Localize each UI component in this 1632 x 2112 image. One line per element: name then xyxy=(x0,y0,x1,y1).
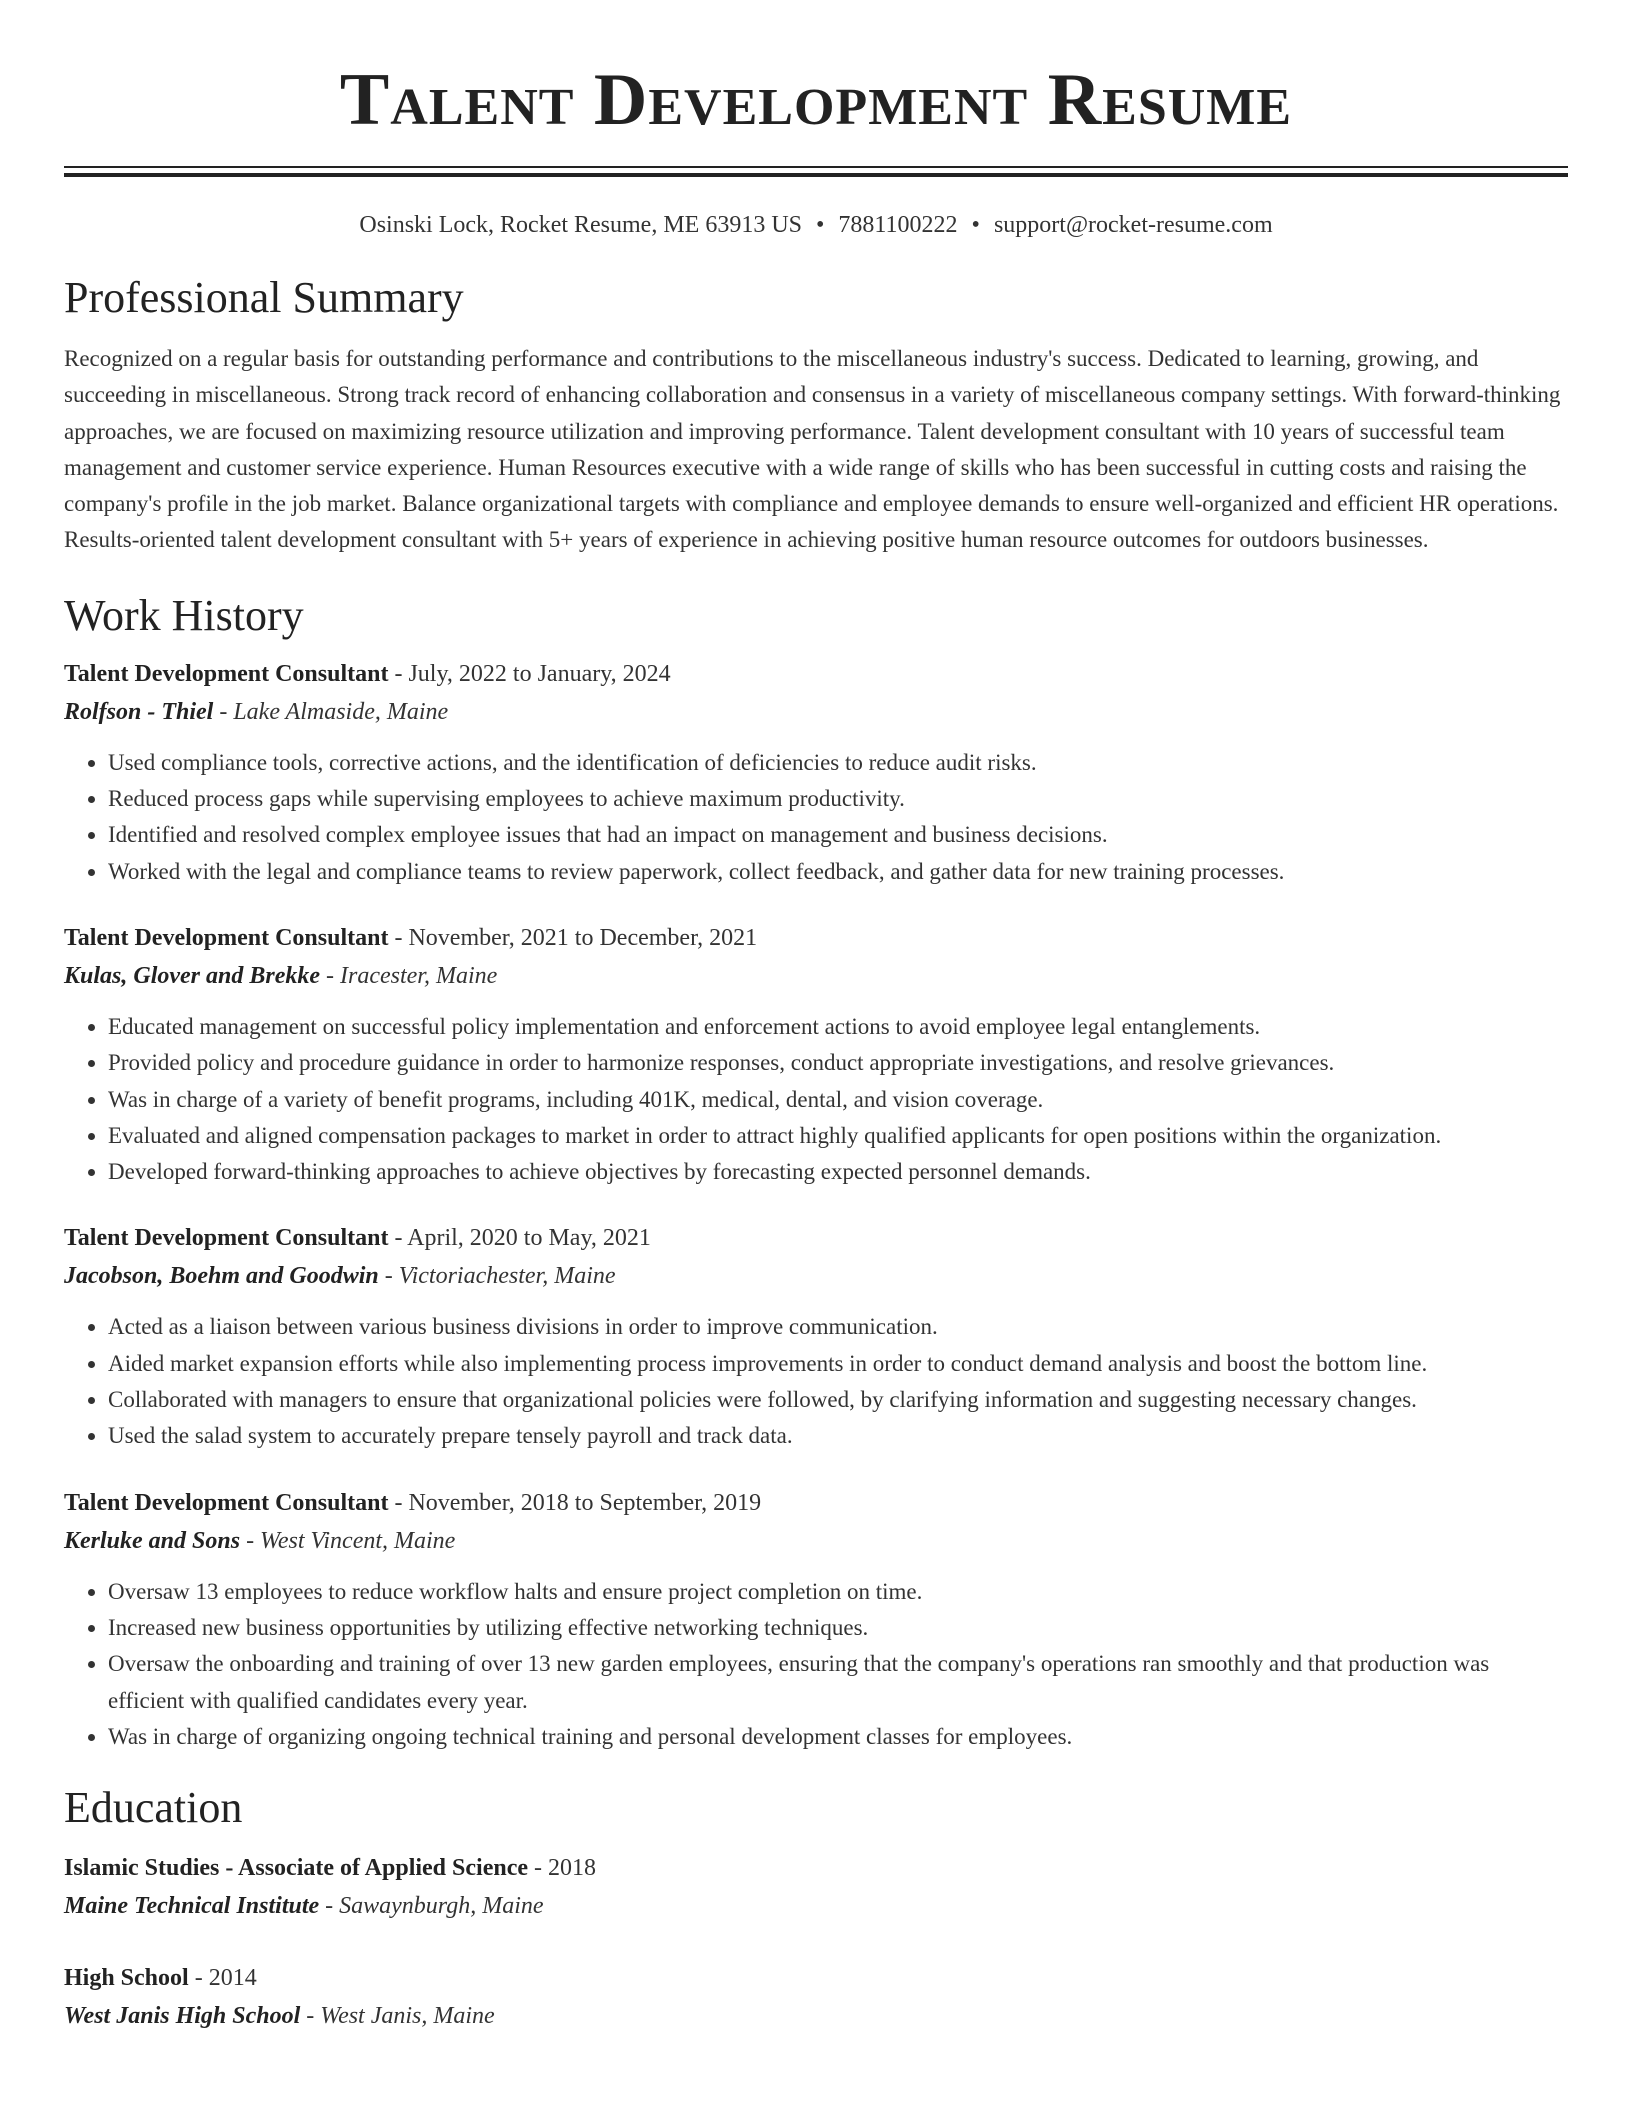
list-item: • Educated management on successful policy implementation and enforcement actions to avoid employee legal entanglements. xyxy=(108,1009,1568,1045)
job-dates: - November, 2021 to December, 2021 xyxy=(388,924,758,951)
job-bullets xyxy=(64,745,1568,890)
job-title: Talent Development Consultant xyxy=(64,660,389,687)
job-location: - Iracester, Maine xyxy=(320,962,498,989)
summary-heading: Professional Summary xyxy=(64,273,464,322)
job-bullets xyxy=(64,1309,1568,1454)
education-year: - 2018 xyxy=(528,1855,597,1882)
job-title: Talent Development Consultant xyxy=(64,1225,389,1252)
contact-separator: • xyxy=(816,212,825,238)
job-company: Kerluke and Sons xyxy=(64,1527,241,1554)
education-degree-line xyxy=(64,1853,1568,1883)
list-item: • Provided policy and procedure guidance in order to harmonize responses, conduct appropriate investigations, and resolve grievances. xyxy=(108,1045,1568,1081)
education-school: West Janis High School xyxy=(64,2003,301,2030)
job-dates: - April, 2020 to May, 2021 xyxy=(388,1225,651,1252)
contact-email: support@rocket-resume.com xyxy=(993,212,1273,238)
job-entry xyxy=(64,923,1568,1190)
education-degree: Islamic Studies - Associate of Applied Science xyxy=(64,1855,529,1882)
job-dates: - November, 2018 to September, 2019 xyxy=(388,1489,762,1516)
list-item: • Used the salad system to accurately prepare tensely payroll and track data. xyxy=(108,1418,1568,1454)
list-item: • Oversaw the onboarding and training of over 13 new garden employees, ensuring that the company's operations ran smoothly and that production was efficient with qualified candidates every year. xyxy=(108,1646,1568,1719)
education-degree-line xyxy=(64,1963,1568,1993)
list-item: • Worked with the legal and compliance teams to review paperwork, collect feedback, and gather data for new training processes. xyxy=(108,854,1568,890)
education-school: Maine Technical Institute xyxy=(64,1893,320,1920)
list-item: • Was in charge of a variety of benefit programs, including 401K, medical, dental, and vision coverage. xyxy=(108,1082,1568,1118)
job-entry xyxy=(64,1223,1568,1454)
job-company-line xyxy=(64,697,1568,727)
work-history-heading: Work History xyxy=(64,590,304,640)
contact-address: Osinski Lock, Rocket Resume, ME 63913 US xyxy=(359,212,803,238)
list-item: • Collaborated with managers to ensure that organizational policies were followed, by clarifying information and suggesting necessary changes. xyxy=(108,1382,1568,1418)
job-company: Kulas, Glover and Brekke xyxy=(64,962,321,989)
job-company-line xyxy=(64,1261,1568,1291)
list-item: • Aided market expansion efforts while also implementing process improvements in order to conduct demand analysis and boost the bottom line. xyxy=(108,1346,1568,1382)
job-company: Jacobson, Boehm and Goodwin xyxy=(64,1263,379,1290)
education-location: - West Janis, Maine xyxy=(300,2003,495,2030)
education-entry xyxy=(64,1853,1568,1921)
job-company-line xyxy=(64,1526,1568,1556)
job-title-line xyxy=(64,923,1568,953)
list-item: • Was in charge of organizing ongoing technical training and personal development classes for employees. xyxy=(108,1719,1568,1755)
contact-phone: 7881100222 xyxy=(838,212,958,238)
education-school-line xyxy=(64,2001,1568,2031)
title-divider-thin xyxy=(64,166,1568,168)
list-item: • Developed forward-thinking approaches to achieve objectives by forecasting expected personnel demands. xyxy=(108,1154,1568,1190)
job-title-line xyxy=(64,1488,1568,1518)
contact-line xyxy=(64,211,1568,239)
list-item: • Increased new business opportunities by utilizing effective networking techniques. xyxy=(108,1610,1568,1646)
job-bullets xyxy=(64,1574,1568,1755)
title-divider-thick xyxy=(64,173,1568,177)
job-title-line xyxy=(64,1223,1568,1253)
list-item: • Evaluated and aligned compensation packages to market in order to attract highly qualified applicants for open positions within the organization. xyxy=(108,1118,1568,1154)
job-title-line xyxy=(64,659,1568,689)
contact-separator: • xyxy=(971,212,980,238)
job-bullets xyxy=(64,1009,1568,1190)
job-title: Talent Development Consultant xyxy=(64,924,389,951)
job-entry xyxy=(64,1488,1568,1755)
job-title: Talent Development Consultant xyxy=(64,1489,389,1516)
education-school-line xyxy=(64,1891,1568,1921)
list-item: • Oversaw 13 employees to reduce workflow halts and ensure project completion on time. xyxy=(108,1574,1568,1610)
list-item: • Used compliance tools, corrective actions, and the identification of deficiencies to reduce audit risks. xyxy=(108,745,1568,781)
education-entry xyxy=(64,1963,1568,2031)
job-entry xyxy=(64,659,1568,890)
list-item: • Identified and resolved complex employee issues that had an impact on management and business decisions. xyxy=(108,817,1568,853)
job-company: Rolfson - Thiel xyxy=(64,698,214,725)
summary-text: Recognized on a regular basis for outstanding performance and contributions to the miscellaneous industry's success. Dedicated to learning, growing, and succeeding in miscellaneous. Strong track record of enhancing collaboration and consensus in a variety of miscellaneous company settings. With forward-thinking approaches, we are focused on maximizing resource utilization and improving performance. Talent development consultant with 10 years of successful team management and customer service experience. Human Resources executive with a wide range of skills who has been successful in cutting costs and raising the company's profile in the job market. Balance organizational targets with compliance and employee demands to ensure well-organized and efficient HR operations. Results-oriented talent development consultant with 5+ years of experience in achieving positive human resource outcomes for outdoors businesses. xyxy=(64,346,1561,553)
job-location: - Lake Almaside, Maine xyxy=(213,698,449,725)
job-location: - West Vincent, Maine xyxy=(240,1527,456,1554)
resume-title: Talent Development Resume xyxy=(339,59,1293,141)
education-year: - 2014 xyxy=(188,1965,257,1992)
list-item: • Reduced process gaps while supervising employees to achieve maximum productivity. xyxy=(108,781,1568,817)
job-company-line xyxy=(64,961,1568,991)
education-heading: Education xyxy=(64,1783,243,1833)
job-dates: - July, 2022 to January, 2024 xyxy=(388,660,671,687)
job-location: - Victoriachester, Maine xyxy=(378,1263,616,1290)
education-location: - Sawaynburgh, Maine xyxy=(319,1893,544,1920)
education-degree: High School xyxy=(64,1965,189,1992)
list-item: • Acted as a liaison between various business divisions in order to improve communication. xyxy=(108,1309,1568,1345)
